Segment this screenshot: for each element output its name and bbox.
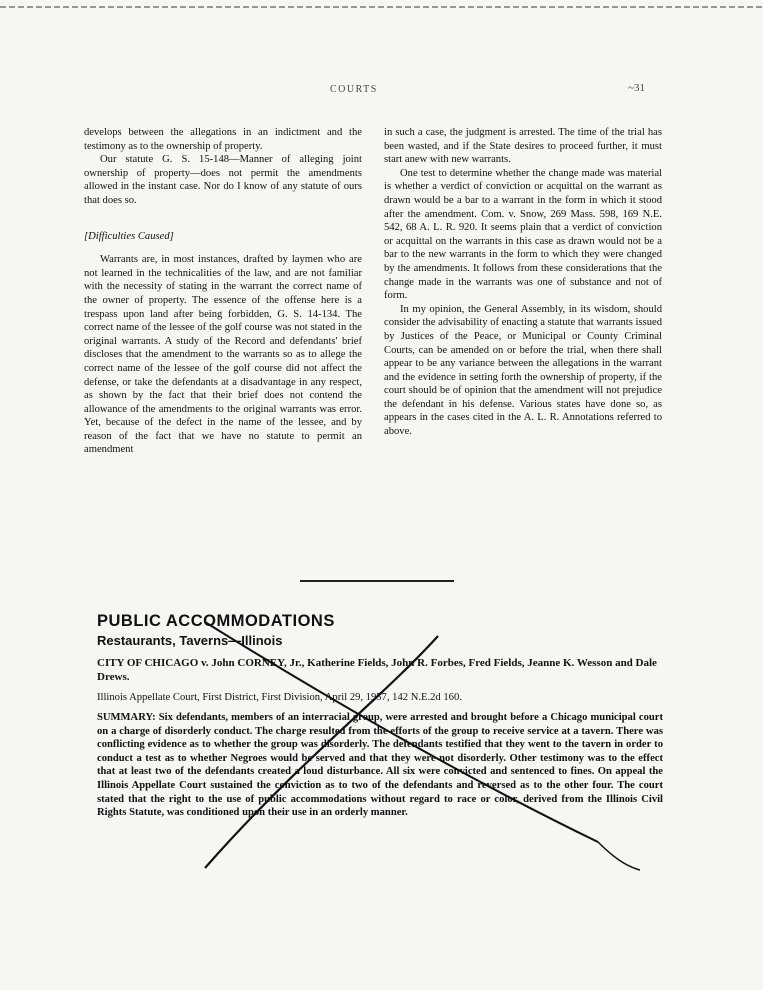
subheading-difficulties: [Difficulties Caused] [84,230,174,242]
page-number: ~31 [628,82,645,94]
right-paragraph-3: In my opinion, the General Assembly, in its wisdom, should consider the advisability of enacting a statute that warrants issued by Justices of the Peace, or Municipal or County Criminal Courts, can be amended on or before the trial, when there shall appear to be any variance between the allegations in the warrant and the evidence in setting forth the ownership of property, if the court should be of opinion that the amendment will not prejudice the defendant in his defense. Various states have done so, as appears in the cases cited in the A. L. R. Annotations referred to above. [384,303,663,438]
right-column [384,126,662,439]
case-summary: SUMMARY: Six defendants, members of an interracial group, were arrested and brought before a Chicago municipal court on a charge of disorderly conduct. The charge resulted from the efforts of the group to receive service at a tavern. There was conflicting evidence as to whether the group was disorderly. The defendants testified that they went to the tavern in order to conduct a test as to whether Negroes would be served and that they were not disorderly. Other testimony was to the effect that at least two of the defendants created a loud disturbance. All six were convicted and sentenced to fines. On appeal the Illinois Appellate Court sustained the conviction as to two of the defendants and reversed as to the other four. The court stated that the right to the use of public accommodations without regard to race or color, derived from the Illinois Civil Rights Statute, was conditioned upon their use in an orderly manner. [97,712,663,819]
left-paragraph-3: Warrants are, in most instances, drafted by laymen who are not learned in the technicalities of the law, and are not familiar with the necessity of stating in the warrant the correct name of the owner of property. The essence of the offense here is a trespass upon land after being forbidden, G. S. 14-134. The correct name of the lessee of the golf course was not stated in the original warrants. A study of the Record and defendants' brief discloses that the amendment to the warrants so as to allege the correct name of the lessee of the golf course did not affect the defense, or take the defendants at a disadvantage in any respect, as shown by the fact that their brief does not contend the allowance of the amendments to the original warrants was error. Yet, because of the defect in the name of the lessee, and by reason of the fact that we have no statute to permit an amendment [84,254,362,456]
section-divider [300,580,454,582]
pen-stroke-tail [598,842,640,870]
right-paragraph-2: One test to determine whether the change made was material is whether a verdict of conviction or acquittal on the warrant as drawn would be a bar to a warrant in the form in which it stood after the amendment. Com. v. Snow, 269 Mass. 598, 169 N.E. 542, 68 A. L. R. 920. It seems plain that a verdict of conviction or acquittal on the warrants in this case as drawn would not be a bar to the new warrants in the form to which they were changed by the amendments. It follows from these considerations that the change made in the warrants was one of substance and not of form. [384,167,662,302]
scan-edge-rule [0,6,763,8]
running-head: COURTS [330,84,378,95]
left-paragraph-2: Our statute G. S. 15-148—Manner of alleging joint ownership of property—does not permit the amendments allowed in the instant case. Nor do I know of any statute of ours that does so. [84,154,362,206]
right-paragraph-1: in such a case, the judgment is arrested. The time of the trial has been wasted, and if the State desires to proceed further, it must start anew with new warrants. [384,127,662,166]
case-section [97,612,663,820]
case-citation: Illinois Appellate Court, First District, First Division, April 29, 1957, 142 N.E.2d 160. [97,692,462,703]
left-paragraph-1: develops between the allegations in an indictment and the testimony as to the ownership of property. [84,127,362,152]
left-column [84,126,362,457]
case-title: CITY OF CHICAGO v. John CORNEY, Jr., Katherine Fields, John R. Forbes, Fred Fields, Jeanne K. Wesson and Dale Drews. [97,657,657,683]
section-subtitle: Restaurants, Taverns—Illinois [97,633,283,648]
section-title: PUBLIC ACCOMMODATIONS [97,612,335,630]
